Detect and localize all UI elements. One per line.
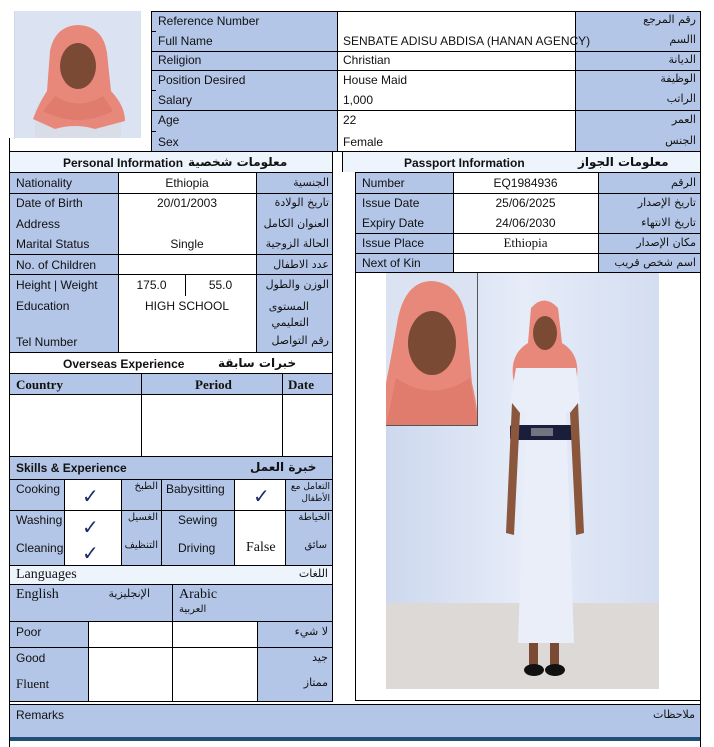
position-label-ar: الوظيفة <box>660 72 696 85</box>
education-value: HIGH SCHOOL <box>144 299 229 313</box>
skill-washing-label-ar: الغسيل <box>127 512 158 523</box>
nationality-label-ar: الجنسية <box>293 176 329 189</box>
overseas-col-country: Country <box>16 377 63 392</box>
nationality-label: Nationality <box>16 176 73 190</box>
marital-status-value: Single <box>170 237 204 251</box>
personal-info-title: Personal Information <box>63 156 184 170</box>
headshot-photo <box>15 11 141 138</box>
level-fluent-label: Fluent <box>16 676 50 691</box>
reference-number-label: Reference Number <box>158 14 260 28</box>
sex-value: Female <box>343 135 384 149</box>
passport-number-label-ar: الرقم <box>670 176 696 189</box>
skill-babysitting-check-icon: ✓ <box>253 484 270 508</box>
passport-title-ar: معلومات الجواز <box>578 155 669 169</box>
religion-value: Christian <box>343 53 391 67</box>
weight-value: 55.0 <box>208 278 233 292</box>
sex-label: Sex <box>158 135 179 149</box>
skill-cooking-label-ar: الطبخ <box>134 481 158 492</box>
skill-babysitting-label: Babysitting <box>166 482 225 496</box>
age-label-ar: العمر <box>671 113 696 126</box>
passport-issue-place-value: Ethiopia <box>503 235 548 250</box>
overseas-title-ar: خبرات سابقة <box>218 356 297 370</box>
level-poor-label-ar: لا شيء <box>294 625 328 638</box>
age-value: 22 <box>343 113 357 127</box>
personal-info-title-ar: معلومات شخصية <box>188 155 288 169</box>
passport-issue-date-label: Issue Date <box>362 196 420 210</box>
marital-status-label: Marital Status <box>16 237 90 251</box>
dob-label: Date of Birth <box>16 196 83 210</box>
skill-sewing-label: Sewing <box>178 513 218 527</box>
level-good-label: Good <box>16 651 46 665</box>
languages-title: Languages <box>16 567 77 582</box>
overseas-col-date: Date <box>288 377 314 392</box>
skill-cleaning-check-icon: ✓ <box>82 541 99 565</box>
dob-value: 20/01/2003 <box>156 196 218 210</box>
salary-label: Salary <box>158 93 193 107</box>
languages-title-ar: اللغات <box>298 567 328 580</box>
skill-washing-label: Washing <box>16 513 63 527</box>
overseas-col-period: Period <box>195 377 232 392</box>
position-value: House Maid <box>343 73 408 87</box>
education-label: Education <box>16 299 70 313</box>
passport-expiry-date-label-ar: تاريخ الانتهاء <box>641 216 696 229</box>
level-poor-label: Poor <box>16 625 42 639</box>
religion-label: Religion <box>158 53 202 67</box>
address-label: Address <box>16 217 61 231</box>
passport-next-of-kin-label: Next of Kin <box>362 256 421 270</box>
passport-issue-date-value: 25/06/2025 <box>495 196 556 210</box>
level-fluent-label-ar: ممتاز <box>303 676 328 689</box>
religion-label-ar: الديانة <box>668 53 696 66</box>
education-label-ar: المستوى التعليمي <box>268 300 309 329</box>
skill-cooking-label: Cooking <box>16 482 61 496</box>
sex-label-ar: الجنس <box>665 134 696 147</box>
children-label: No. of Children <box>16 258 97 272</box>
age-label: Age <box>158 113 180 127</box>
tel-number-label: Tel Number <box>16 335 78 349</box>
skill-babysitting-label-ar: التعامل مع الأطفال <box>290 482 330 504</box>
level-good-label-ar: جيد <box>312 651 328 664</box>
passport-title: Passport Information <box>404 156 525 170</box>
height-value: 175.0 <box>136 278 167 292</box>
passport-expiry-date-value: 24/06/2030 <box>495 216 556 230</box>
passport-issue-place-label-ar: مكان الإصدار <box>636 236 696 249</box>
full-name-value: SENBATE ADISU ABDISA (HANAN AGENCY) <box>343 34 591 48</box>
skill-driving-value: False <box>246 540 276 555</box>
passport-issue-place-label: Issue Place <box>362 236 425 250</box>
passport-next-of-kin-label-ar: اسم شخص قريب <box>614 256 696 269</box>
salary-label-ar: الراتب <box>666 92 696 105</box>
position-label: Position Desired <box>158 73 246 87</box>
skill-driving-label-ar: سائق <box>304 540 327 551</box>
passport-expiry-date-label: Expiry Date <box>362 216 425 230</box>
language-arabic-label: Arabic <box>179 587 218 602</box>
face-inset-photo <box>386 273 478 426</box>
language-english-label: English <box>16 587 59 602</box>
full-name-label: Full Name <box>158 34 213 48</box>
skill-cleaning-label: Cleaning <box>16 541 64 555</box>
remarks-label: Remarks <box>16 708 65 722</box>
remarks-bar <box>10 705 700 737</box>
height-weight-label: Height | Weight <box>16 278 98 292</box>
skill-cleaning-label-ar: التنظيف <box>124 540 158 551</box>
language-arabic-label-ar: العربية <box>179 604 207 615</box>
passport-number-value: EQ1984936 <box>493 176 558 190</box>
tel-number-label-ar: رقم التواصل <box>271 334 329 347</box>
children-label-ar: عدد الاطفال <box>273 258 329 271</box>
dob-label-ar: تاريخ الولادة <box>274 196 329 209</box>
skills-title-ar: خبرة العمل <box>250 460 317 474</box>
language-english-label-ar: الإنجليزية <box>108 587 150 600</box>
passport-number-label: Number <box>362 176 405 190</box>
footer-rule <box>9 737 701 741</box>
salary-value: 1,000 <box>343 93 374 107</box>
skills-title: Skills & Experience <box>16 461 127 475</box>
overseas-title: Overseas Experience <box>63 357 185 371</box>
remarks-label-ar: ملاحظات <box>653 708 695 721</box>
nationality-value: Ethiopia <box>165 176 209 190</box>
height-weight-label-ar: الوزن والطول <box>265 278 329 291</box>
header-left-border <box>9 138 10 151</box>
skill-sewing-label-ar: الخياطة <box>298 512 330 523</box>
marital-status-label-ar: الحالة الزوجية <box>265 237 329 250</box>
full-name-label-ar: االسم <box>669 33 696 46</box>
skill-cooking-check-icon: ✓ <box>82 484 99 508</box>
reference-number-label-ar: رقم المرجع <box>643 13 696 26</box>
address-label-ar: العنوان الكامل <box>263 217 329 230</box>
skill-driving-label: Driving <box>178 541 216 555</box>
skill-washing-check-icon: ✓ <box>82 515 99 539</box>
passport-issue-date-label-ar: تاريخ الإصدار <box>637 196 696 209</box>
